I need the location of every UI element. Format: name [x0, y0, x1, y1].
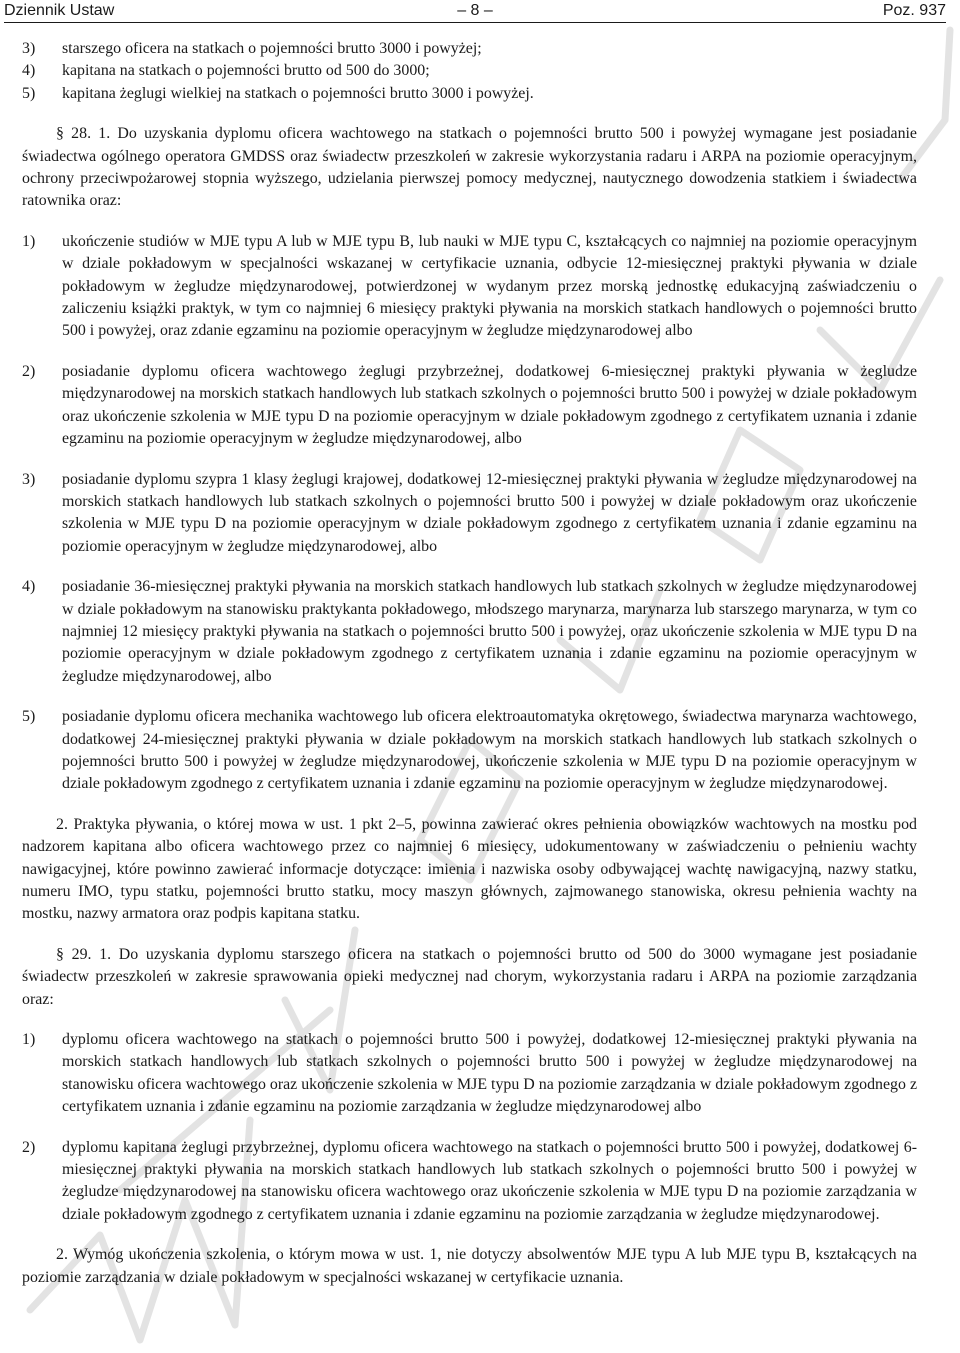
page-header — [4, 0, 946, 23]
page-number: – 8 – — [457, 2, 493, 19]
position-number: Poz. 937 — [882, 2, 946, 19]
list-item: 4) posiadanie 36-miesięcznej praktyki pływania na morskich statkach handlowych lub statkach szkolnych w żegludze międzynarodowej w dziale pokładowym na stanowisku praktykanta pokładowego, młodszego marynarza, marynarza lub starszego marynarza, w tym co najmniej 12 miesięcy praktyki pływania na statkach o pojemności brutto 500 i powyżej, oraz ukończenie szkolenia w MJE typu D na poziomie operacyjnym w dziale pokładowym zgodnego z certyfikatem uznania i zdanie egzaminu na poziomie operacyjnym w żegludze międzynarodowej, albo — [22, 578, 917, 685]
list-item: 3) starszego oficera na statkach o pojemności brutto 3000 i powyżej; — [22, 40, 482, 57]
section-28-intro: § 28. 1. Do uzyskania dyplomu oficera wachtowego na statkach o pojemności brutto 500 i powyżej wymagane jest posiadanie świadectwa ogólnego operatora GMDSS oraz świadectw przeszkoleń w zakresie wykorzystania radaru i ARPA na poziomie operacyjnym, ochrony przeciwpożarowej stopnia wyższego, udzielania pierwszej pomocy medycznej, nautycznego dowodzenia statkiem i świadectwa ratownika oraz: — [22, 125, 917, 210]
section-29-intro: § 29. 1. Do uzyskania dyplomu starszego oficera na statkach o pojemności brutto od 500 do 3000 wymagane jest posiadanie świadectw przeszkoleń w zakresie sprawowania opieki medycznej nad chorym, wykorzystania radaru i ARPA na poziomie zarządzania oraz: — [22, 945, 917, 1008]
section-28-paragraph-2: 2. Praktyka pływania, o której mowa w ust. 1 pkt 2–5, powinna zawierać okres pełnienia obowiązków wachtowych na mostku pod nadzorem kapitana albo oficera wachtowego przez co najmniej 6 miesięcy, udokumentowany w zaświadczeniu o pełnieniu wachty nawigacyjnej, które powinno zawierać informacje dotyczące: imienia i nazwiska osoby odbywającej wachtę nawigacyjną, nazwy statku, numeru IMO, typu statku, pojemności brutto statku, mocy maszyn głównych, zajmowanego stanowiska, okresu pełnienia wachty na mostku, nazwy armatora oraz podpis kapitana statku. — [22, 815, 917, 923]
journal-title: Dziennik Ustaw — [4, 2, 115, 19]
list-item: 2) dyplomu kapitana żeglugi przybrzeżnej, dyplomu oficera wachtowego na statkach o pojemności brutto 500 i powyżej, dodatkowej 6-miesięcznej praktyki pływania na morskich statkach handlowych lub statkach szkolnych o pojemności brutto 500 i powyżej w żegludze międzynarodowej na stanowisku oficera wachtowego oraz ukończenie szkolenia w MJE typu D na poziomie zarządzania w dziale pokładowym zgodnego z certyfikatem uznania i zdanie egzaminu na poziomie zarządzania w żegludze międzynarodowej. — [22, 1138, 917, 1223]
list-item: 1) dyplomu oficera wachtowego na statkach o pojemności brutto 500 i powyżej, dodatkowej 12-miesięcznej praktyki pływania na morskich statkach handlowych lub statkach szkolnych o pojemności brutto 500 i powyżej w żegludze międzynarodowej na stanowisku oficera wachtowego oraz ukończenie szkolenia w MJE typu D na poziomie zarządzania w dziale pokładowym zgodnego z certyfikatem uznania i zdanie egzaminu na poziomie zarządzania w żegludze międzynarodowej albo — [22, 1031, 917, 1116]
section-29-paragraph-2: 2. Wymóg ukończenia szkolenia, o którym mowa w ust. 1, nie dotyczy absolwentów MJE typu A lub MJE typu B, kształcących na poziomie zarządzania w dziale pokładowym w specjalności wskazanej w certyfikacie uznania. — [22, 1246, 917, 1286]
list-item: 4) kapitana na statkach o pojemności brutto od 500 do 3000; — [22, 62, 430, 80]
document-body — [22, 38, 917, 1289]
list-item: 3) posiadanie dyplomu szypra 1 klasy żeglugi krajowej, dodatkowej 12-miesięcznej praktyki pływania w żegludze międzynarodowej na morskich statkach handlowych lub statkach szkolnych o pojemności brutto 500 i powyżej w dziale pokładowym oraz ukończenie szkolenia w MJE typu D na poziomie operacyjnym w dziale pokładowym zgodnego z certyfikatem uznania i zdanie egzaminu na poziomie operacyjnym w żegludze międzynarodowej, albo — [22, 470, 917, 555]
list-item: 1) ukończenie studiów w MJE typu A lub w MJE typu B, lub nauki w MJE typu C, kształcących co najmniej na poziomie operacyjnym w dziale pokładowym w specjalności wskazanej w certyfikacie uznania, odbycie 12-miesięcznej praktyki pływania w dziale pokładowym w żegludze międzynarodowej, potwierdzonej w wydanym przez morską jednostkę edukacyjną zaświadczeniu o zaliczeniu książki praktyk, w tym co najmniej 6 miesięcy praktyki pływania na morskich statkach handlowych o pojemności brutto 500 i powyżej, oraz zdanie egzaminu na poziomie operacyjnym w żegludze międzynarodowej albo — [22, 232, 917, 340]
list-item: 2) posiadanie dyplomu oficera wachtowego żeglugi przybrzeżnej, dodatkowej 6-miesięcznej praktyki pływania w żegludze międzynarodowej na morskich statkach handlowych lub statkach szkolnych o pojemności brutto 500 i powyżej w dziale pokładowym oraz ukończenie szkolenia w MJE typu D na poziomie operacyjnym w dziale pokładowym zgodnego z certyfikatem uznania i zdanie egzaminu na poziomie operacyjnym w żegludze międzynarodowej, albo — [22, 362, 917, 448]
list-item: 5) posiadanie dyplomu oficera mechanika wachtowego lub oficera elektroautomatyka okrętowego, świadectwa marynarza wachtowego, dodatkowej 24-miesięcznej praktyki pływania w dziale pokładowym na morskich statkach handlowych lub statkach szkolnych o pojemności brutto 500 i powyżej w żegludze międzynarodowej, ukończenie szkolenia w MJE typu D na poziomie operacyjnym w dziale pokładowym zgodnego z certyfikatem uznania i zdanie egzaminu na poziomie operacyjnym w żegludze międzynarodowej. — [22, 708, 917, 793]
list-item: 5) kapitana żeglugi wielkiej na statkach o pojemności brutto 3000 i powyżej. — [22, 84, 534, 102]
